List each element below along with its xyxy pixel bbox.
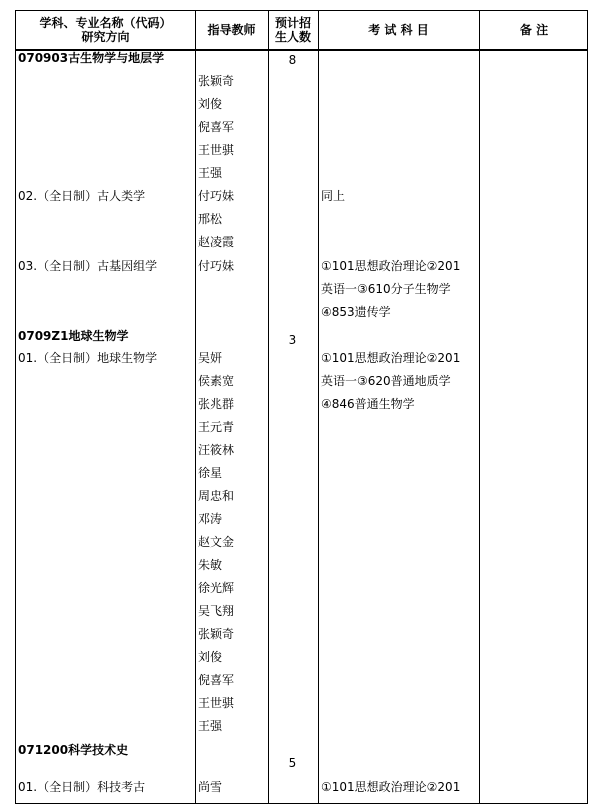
advisor-name: 王世骐 <box>198 143 235 157</box>
advisor-name: 邢松 <box>198 212 223 226</box>
research-direction: 02.（全日制）古人类学 <box>18 189 146 203</box>
advisor-name: 张颖奇 <box>198 74 235 88</box>
advisor-name: 王元青 <box>198 420 235 434</box>
major-title: 071200科学技术史 <box>18 743 129 757</box>
header-major-line1: 学科、专业名称（代码） <box>39 16 172 30</box>
exam-subjects: ④846普通生物学 <box>321 397 415 411</box>
advisor-name: 朱敏 <box>198 558 223 572</box>
exam-subjects: ①101思想政治理论②201 <box>321 351 461 365</box>
advisor-name: 刘俊 <box>198 97 223 111</box>
advisor-name: 张兆群 <box>198 397 235 411</box>
advisor-name: 倪喜军 <box>198 120 235 134</box>
advisor-name: 赵文金 <box>198 535 235 549</box>
enrollment-table <box>15 10 588 804</box>
column-divider <box>268 11 269 803</box>
advisor-name: 张颖奇 <box>198 627 235 641</box>
quota-value: 3 <box>288 333 297 347</box>
advisor-name: 倪喜军 <box>198 673 235 687</box>
exam-subjects: ①101思想政治理论②201 <box>321 780 461 794</box>
header-quota-line1: 预计招 <box>274 16 311 30</box>
research-direction: 01.（全日制）科技考古 <box>18 780 146 794</box>
quota-value: 5 <box>288 756 297 770</box>
exam-subjects: 同上 <box>321 189 346 203</box>
header-advisor: 指导教师 <box>207 23 256 37</box>
exam-subjects: ④853遗传学 <box>321 305 391 319</box>
column-divider <box>195 11 196 803</box>
major-title: 070903古生物学与地层学 <box>18 51 165 65</box>
advisor-name: 吴妍 <box>198 351 223 365</box>
advisor-name: 王强 <box>198 719 223 733</box>
advisor-name: 徐星 <box>198 466 223 480</box>
header-quota-line2: 生人数 <box>274 30 311 44</box>
exam-subjects: 英语一③620普通地质学 <box>321 374 451 388</box>
header-quota <box>268 11 318 49</box>
major-title: 0709Z1地球生物学 <box>18 329 129 343</box>
research-direction: 01.（全日制）地球生物学 <box>18 351 158 365</box>
advisor-name: 邓涛 <box>198 512 223 526</box>
exam-subjects: 英语一③610分子生物学 <box>321 282 451 296</box>
research-direction: 03.（全日制）古基因组学 <box>18 259 158 273</box>
advisor-name: 付巧妹 <box>198 259 235 273</box>
header-major <box>16 11 195 49</box>
header-notes: 备 注 <box>519 23 549 37</box>
header-exam: 考 试 科 目 <box>368 23 429 37</box>
advisor-name: 周忠和 <box>198 489 235 503</box>
advisor-name: 付巧妹 <box>198 189 235 203</box>
column-divider <box>318 11 319 803</box>
advisor-name: 吴飞翔 <box>198 604 235 618</box>
advisor-name: 尚雪 <box>198 780 223 794</box>
advisor-name: 刘俊 <box>198 650 223 664</box>
quota-value: 8 <box>288 53 297 67</box>
advisor-name: 赵凌霞 <box>198 235 235 249</box>
advisor-name: 王世骐 <box>198 696 235 710</box>
advisor-name: 侯素宽 <box>198 374 235 388</box>
exam-subjects: ①101思想政治理论②201 <box>321 259 461 273</box>
advisor-name: 徐光辉 <box>198 581 235 595</box>
advisor-name: 汪筱林 <box>198 443 235 457</box>
advisor-name: 王强 <box>198 166 223 180</box>
column-divider <box>479 11 480 803</box>
header-major-line2: 研究方向 <box>81 30 130 44</box>
